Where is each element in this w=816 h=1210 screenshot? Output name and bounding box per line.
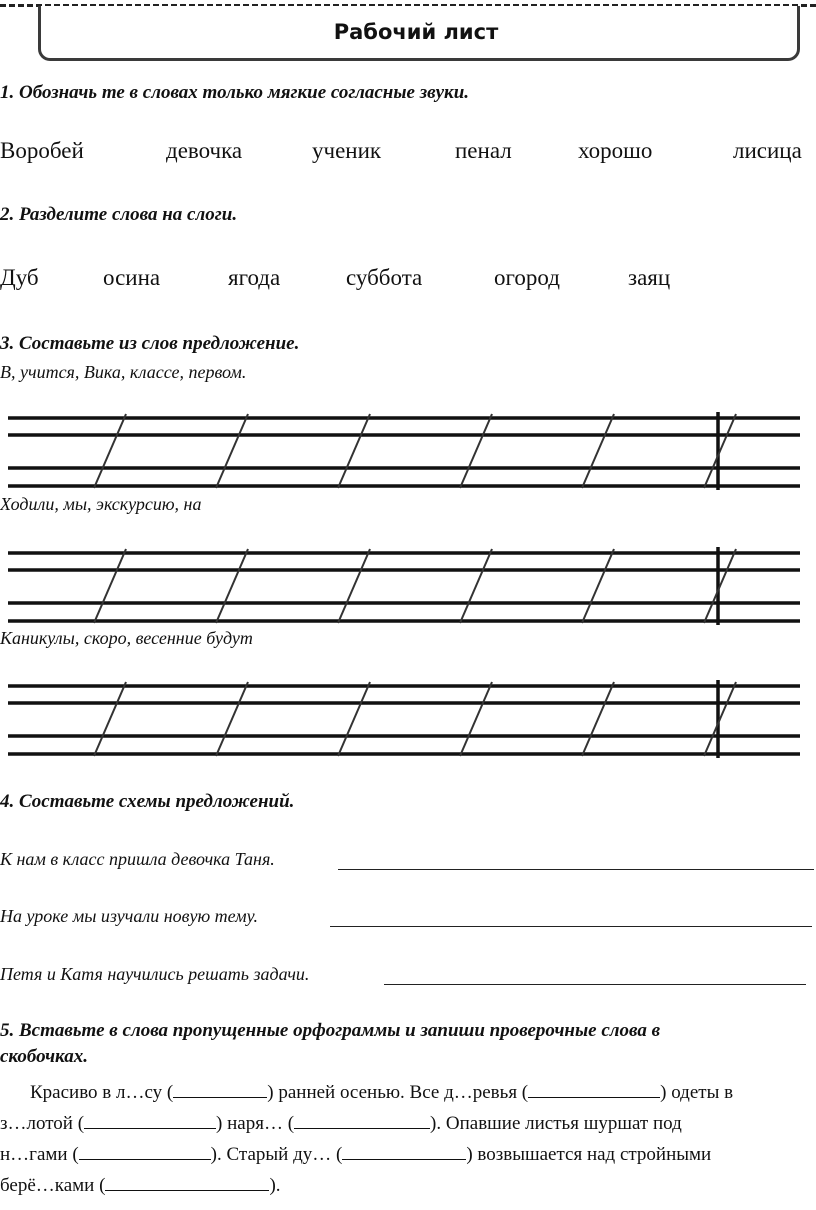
text-fragment: н…гами (	[0, 1144, 79, 1165]
text-fragment: ). Старый ду… (	[210, 1144, 343, 1165]
answer-blank[interactable]	[105, 1172, 269, 1191]
answer-blank[interactable]	[294, 1110, 430, 1129]
task1-word: хорошо	[578, 138, 653, 163]
task5-text	[0, 1077, 816, 1201]
handwriting-lines[interactable]	[8, 545, 800, 625]
answer-blank[interactable]	[528, 1079, 660, 1098]
task1-word: девочка	[166, 138, 243, 163]
task3-heading: 3. Составьте из слов предложение.	[0, 333, 300, 354]
text-fragment: ) наря… (	[216, 1113, 295, 1134]
task2-word: осина	[103, 265, 161, 290]
task4-heading: 4. Составьте схемы предложений.	[0, 791, 295, 812]
answer-blank[interactable]	[342, 1141, 466, 1160]
task2-heading: 2. Разделите слова на слоги.	[0, 204, 238, 225]
answer-blank[interactable]	[173, 1079, 267, 1098]
schema-answer-line[interactable]	[338, 869, 814, 870]
text-fragment: ) ранней осенью. Все д…ревья (	[267, 1082, 529, 1103]
handwriting-lines[interactable]	[8, 410, 800, 490]
task3-prompt: Каникулы, скоро, весенние будут	[0, 628, 253, 648]
task2-word: заяц	[628, 265, 671, 290]
task1-word: ученик	[312, 138, 382, 163]
text-fragment: з…лотой (	[0, 1113, 85, 1134]
schema-answer-line[interactable]	[330, 926, 812, 927]
task4-sentence: Петя и Катя научились решать задачи.	[0, 964, 310, 984]
schema-answer-line[interactable]	[384, 984, 806, 985]
text-fragment: ) возвышается над стройными	[466, 1144, 712, 1165]
task2-word: ягода	[228, 265, 281, 290]
text-fragment: ) одеты в	[660, 1082, 734, 1103]
answer-blank[interactable]	[84, 1110, 216, 1129]
task3-prompt: В, учится, Вика, классе, первом.	[0, 362, 247, 382]
task3-prompt: Ходили, мы, экскурсию, на	[0, 494, 202, 514]
task1-word: лисица	[733, 138, 802, 163]
task2-word: Дуб	[0, 265, 39, 290]
text-fragment: ).	[269, 1175, 281, 1196]
page-title: Рабочий лист	[333, 20, 499, 44]
text-fragment: берё…ками (	[0, 1175, 106, 1196]
task1-word: пенал	[455, 138, 512, 163]
task2-word: суббота	[346, 265, 423, 290]
task1-word: Воробей	[0, 138, 84, 163]
task4-sentence: На уроке мы изучали новую тему.	[0, 906, 259, 926]
task2-word: огород	[494, 265, 560, 290]
task5-heading-cont: скобочках.	[0, 1046, 88, 1067]
handwriting-lines[interactable]	[8, 678, 800, 758]
task5-heading: 5. Вставьте в слова пропущенные орфограммы и запиши проверочные слова в	[0, 1020, 661, 1041]
task1-heading: 1. Обозначь те в словах только мягкие согласные звуки.	[0, 82, 470, 103]
answer-blank[interactable]	[79, 1141, 211, 1160]
text-fragment: Красиво в л…су (	[30, 1082, 174, 1103]
text-fragment: ). Опавшие листья шуршат под	[430, 1113, 682, 1134]
task4-sentence: К нам в класс пришла девочка Таня.	[0, 849, 275, 869]
